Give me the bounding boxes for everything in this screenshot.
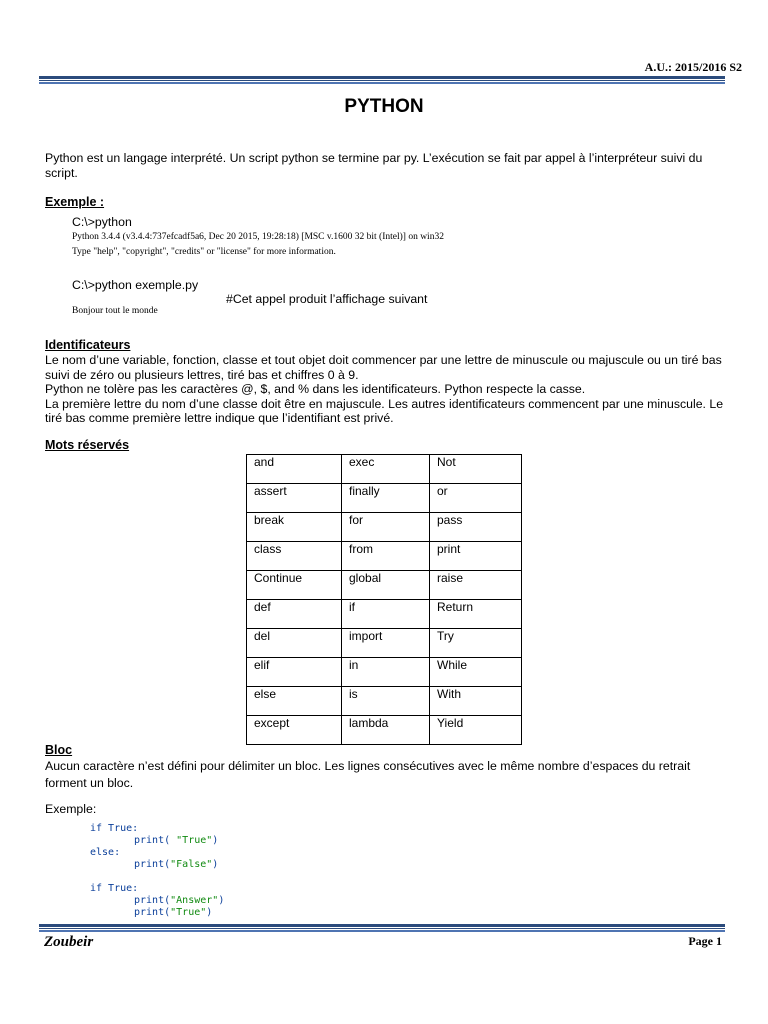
code-block bbox=[90, 823, 224, 919]
academic-year: A.U.: 2015/2016 S2 bbox=[644, 60, 742, 74]
intro-paragraph: Python est un langage interprété. Un script python se termine par py. L’exécution se fait par appel à l’interpréteur suivi du script. bbox=[45, 151, 703, 180]
reserved-word-cell: else bbox=[247, 687, 342, 716]
reserved-words-row bbox=[247, 484, 522, 513]
reserved-word-cell: pass bbox=[430, 513, 522, 542]
reserved-word-cell: import bbox=[342, 629, 430, 658]
reserved-word-cell: Try bbox=[430, 629, 522, 658]
reserved-word-cell: With bbox=[430, 687, 522, 716]
identifiers-heading: Identificateurs bbox=[45, 338, 131, 352]
reserved-word-cell: or bbox=[430, 484, 522, 513]
reserved-words-heading: Mots réservés bbox=[45, 438, 130, 452]
reserved-word-cell: except bbox=[247, 716, 342, 745]
footer-rule bbox=[39, 924, 725, 932]
python-help-output: Type "help", "copyright", "credits" or "license" for more information. bbox=[72, 247, 336, 257]
reserved-word-cell: is bbox=[342, 687, 430, 716]
command-python-example: C:\>python exemple.py bbox=[72, 278, 199, 292]
reserved-word-cell: break bbox=[247, 513, 342, 542]
identifiers-line-3: La première lettre du nom d’une classe doit être en majuscule. Les autres identificateurs commencent par une minuscule. Le tiré bas comme première lettre indique que l’identifiant est privé. bbox=[45, 396, 724, 425]
python-version-output: Python 3.4.4 (v3.4.4:737efcadf5a6, Dec 20 2015, 19:28:18) [MSC v.1600 32 bit (Intel)] on win32 bbox=[72, 232, 444, 242]
reserved-word-cell: Return bbox=[430, 600, 522, 629]
reserved-word-cell: class bbox=[247, 542, 342, 571]
reserved-word-cell: finally bbox=[342, 484, 430, 513]
reserved-word-cell: from bbox=[342, 542, 430, 571]
example-heading: Exemple : bbox=[45, 195, 105, 209]
example-comment: #Cet appel produit l’affichage suivant bbox=[226, 292, 428, 306]
reserved-word-cell: Continue bbox=[247, 571, 342, 600]
reserved-words-row bbox=[247, 542, 522, 571]
reserved-word-cell: def bbox=[247, 600, 342, 629]
code-line: print("False") bbox=[134, 859, 219, 870]
reserved-words-row bbox=[247, 513, 522, 542]
code-line: else: bbox=[90, 847, 121, 858]
reserved-words-row bbox=[247, 455, 522, 484]
reserved-word-cell: Not bbox=[430, 455, 522, 484]
page-title: PYTHON bbox=[344, 96, 424, 117]
reserved-word-cell: del bbox=[247, 629, 342, 658]
code-line: print( "True") bbox=[134, 835, 219, 846]
reserved-word-cell: in bbox=[342, 658, 430, 687]
command-python: C:\>python bbox=[72, 215, 132, 229]
page-number: Page 1 bbox=[688, 934, 722, 948]
reserved-word-cell: and bbox=[247, 455, 342, 484]
code-line: if True: bbox=[90, 883, 139, 894]
author-name: Zoubeir bbox=[44, 934, 94, 950]
reserved-words-table bbox=[246, 454, 522, 745]
bonjour-output: Bonjour tout le monde bbox=[72, 306, 158, 316]
reserved-word-cell: assert bbox=[247, 484, 342, 513]
reserved-word-cell: global bbox=[342, 571, 430, 600]
code-line: if True: bbox=[90, 823, 139, 834]
reserved-word-cell: raise bbox=[430, 571, 522, 600]
reserved-word-cell: elif bbox=[247, 658, 342, 687]
identifiers-line-1: Le nom d’une variable, fonction, classe et tout objet doit commencer par une lettre de minuscule ou majuscule ou un tiré bas suivi de zéro ou plusieurs lettres, tiré bas et chiffres 0 à 9. bbox=[45, 353, 722, 382]
header-rule bbox=[39, 76, 725, 84]
reserved-words-row bbox=[247, 629, 522, 658]
reserved-words-row bbox=[247, 600, 522, 629]
identifiers-paragraph bbox=[45, 353, 725, 426]
reserved-words-row bbox=[247, 687, 522, 716]
bloc-paragraph: Aucun caractère n’est défini pour délimiter un bloc. Les lignes consécutives avec le même nombre d’espaces du retrait forment un bloc. bbox=[45, 759, 691, 790]
code-line: print("True") bbox=[134, 907, 213, 918]
identifiers-line-2: Python ne tolère pas les caractères @, $, and % dans les identificateurs. Python respecte la casse. bbox=[45, 382, 586, 396]
reserved-word-cell: exec bbox=[342, 455, 430, 484]
reserved-word-cell: if bbox=[342, 600, 430, 629]
reserved-words-row bbox=[247, 658, 522, 687]
reserved-words-row bbox=[247, 571, 522, 600]
reserved-word-cell: lambda bbox=[342, 716, 430, 745]
reserved-words-row bbox=[247, 716, 522, 745]
bloc-heading: Bloc bbox=[45, 743, 73, 757]
reserved-word-cell: for bbox=[342, 513, 430, 542]
reserved-word-cell: While bbox=[430, 658, 522, 687]
reserved-word-cell: Yield bbox=[430, 716, 522, 745]
bloc-example-label: Exemple: bbox=[45, 802, 97, 816]
code-line: print("Answer") bbox=[134, 895, 225, 906]
reserved-word-cell: print bbox=[430, 542, 522, 571]
